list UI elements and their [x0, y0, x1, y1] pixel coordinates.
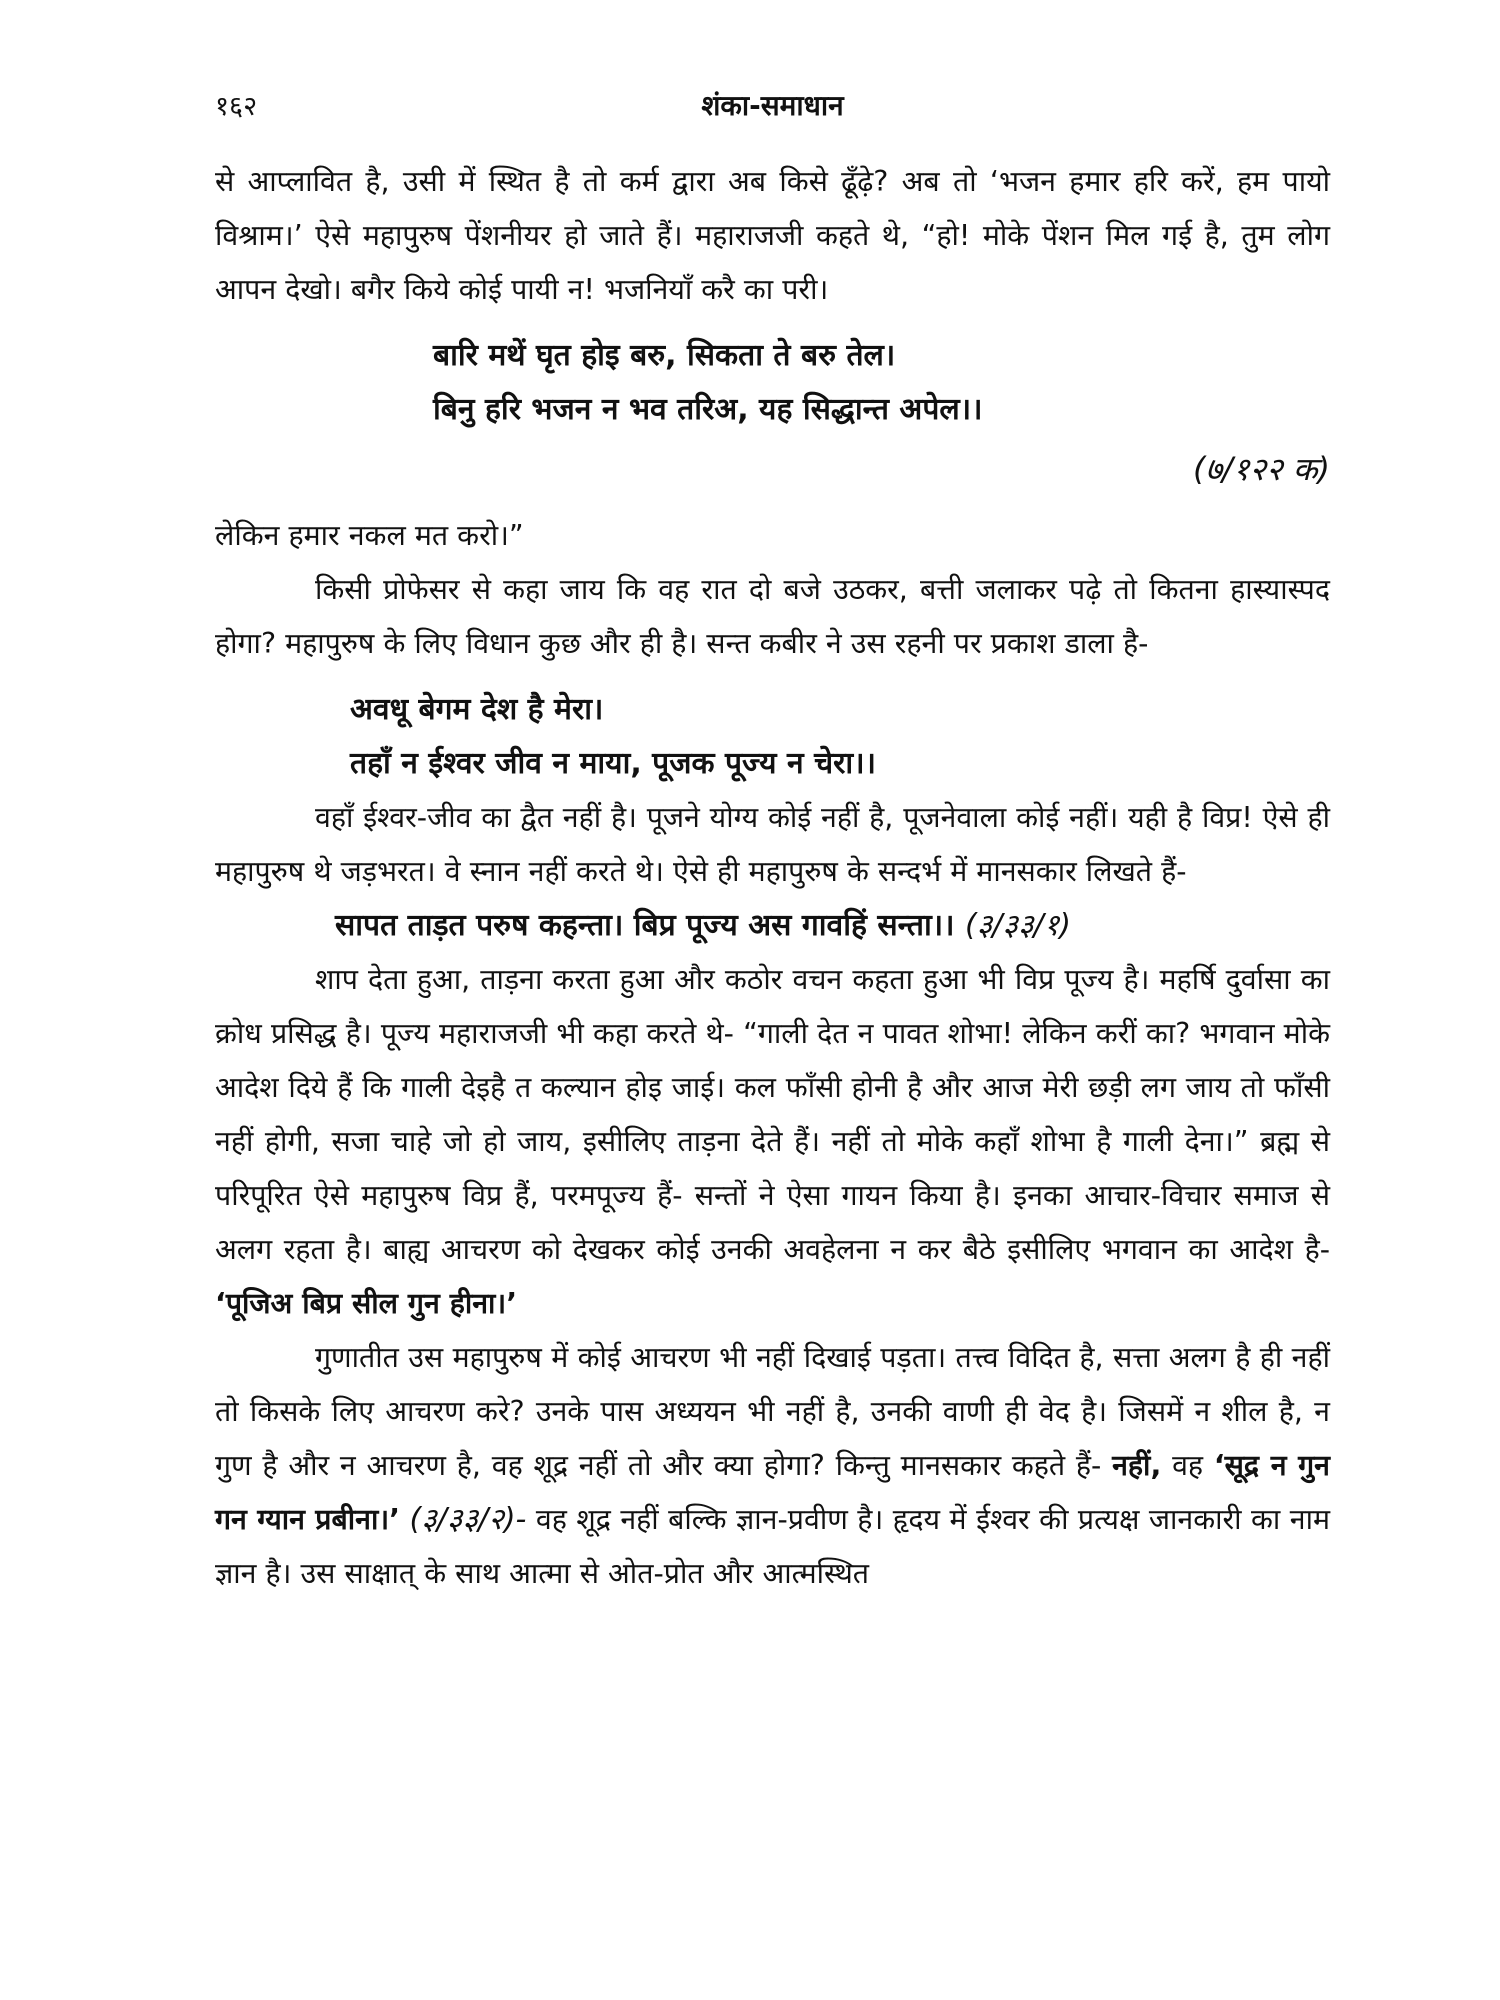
- paragraph-1: से आप्लावित है, उसी में स्थित है तो कर्म द्वारा अब किसे ढूँढ़े? अब तो ‘भजन हमार हरि करें, हम पायो विश्राम।’ ऐसे महापुरुष पेंशनीयर हो जाते हैं। महाराजजी कहते थे, “हो! मोके पेंशन मिल गई है, तुम लोग आपन देखो। बगैर किये कोई पायी न! भजनियाँ करै का परी।: [215, 165, 1330, 306]
- paragraph-6: [215, 1331, 1330, 1601]
- paragraph-5-text: शाप देता हुआ, ताड़ना करता हुआ और कठोर वचन कहता हुआ भी विप्र पूज्य है। महर्षि दुर्वासा का क्रोध प्रसिद्ध है। पूज्य महाराजजी भी कहा करते थे- “गाली देत न पावत शोभा! लेकिन करीं का? भगवान मोके आदेश दिये हैं कि गाली देइहै त कल्यान होइ जाई। कल फाँसी होनी है और आज मेरी छड़ी लग जाय तो फाँसी नहीं होगी, सजा चाहे जो हो जाय, इसीलिए ताड़ना देते हैं। नहीं तो मोके कहाँ शोभा है गाली देना।” ब्रह्म से परिपूरित ऐसे महापुरुष विप्र हैं, परमपूज्य हैं- सन्तों ने ऐसा गायन किया है। इनका आचार-विचार समाज से अलग रहता है। बाह्य आचरण को देखकर कोई उनकी अवहेलना न कर बैठे इसीलिए भगवान का आदेश है-: [215, 963, 1330, 1266]
- spacer: [215, 317, 1330, 329]
- spacer: [215, 671, 1330, 683]
- chaupai-reference: (३/३३/१): [964, 908, 1071, 943]
- doha-reference: (७/१२२ क): [1192, 450, 1330, 488]
- chaupai-text: सापत ताड़त परुष कहन्ता। बिप्र पूज्य अस गावहिं सन्ता।।: [335, 908, 955, 943]
- paragraph-4: वहाँ ईश्वर-जीव का द्वैत नहीं है। पूजने योग्य कोई नहीं है, पूजनेवाला कोई नहीं। यही है विप्र! ऐसे ही महापुरुष थे जड़भरत। वे स्नान नहीं करते थे। ऐसे ही महापुरुष के सन्दर्भ में मानसकार लिखते हैं-: [215, 801, 1330, 888]
- page-header: [215, 86, 1330, 136]
- paragraph-6-quote: ‘सूद्र न गुन गन ग्यान प्रबीना।’: [215, 1449, 1331, 1536]
- paragraph-5: [215, 953, 1330, 1331]
- paragraph-6-reference: (३/३३/२)-: [409, 1502, 527, 1537]
- paragraph-6-text-c: वह शूद्र नहीं बल्कि ज्ञान-प्रवीण है। हृदय में ईश्वर की प्रत्यक्ष जानकारी का नाम ज्ञान है। उस साक्षात् के साथ आत्मा से ओत-प्रोत और आत्मस्थित: [215, 1503, 1331, 1590]
- paragraph-2: लेकिन हमार नकल मत करो।”: [215, 519, 524, 552]
- page-number: १६२: [215, 91, 258, 122]
- paragraph-3: किसी प्रोफेसर से कहा जाय कि वह रात दो बजे उठकर, बत्ती जलाकर पढ़े तो कितना हास्यास्पद होगा? महापुरुष के लिए विधान कुछ और ही है। सन्त कबीर ने उस रहनी पर प्रकाश डाला है-: [215, 573, 1330, 660]
- paragraph-6-text-a: गुणातीत उस महापुरुष में कोई आचरण भी नहीं दिखाई पड़ता। तत्त्व विदित है, सत्ता अलग है ही नहीं तो किसके लिए आचरण करे? उनके पास अध्ययन भी नहीं है, उनकी वाणी ही वेद है। जिसमें न शील है, न गुण है और न आचरण है, वह शूद्र नहीं तो और क्या होगा? किन्तु मानसकार कहते हैं-: [215, 1341, 1330, 1482]
- paragraph-6-text-b: वह: [1172, 1449, 1204, 1482]
- doha-line-1: बारि मथें घृत होइ बरु, सिकता ते बरु तेल।: [433, 338, 896, 373]
- kabir-verse-line-2: तहाँ न ईश्वर जीव न माया, पूजक पूज्य न चेरा।।: [350, 746, 876, 781]
- paragraph-5-quote: ‘पूजिअ बिप्र सील गुन हीना।’: [215, 1287, 518, 1320]
- doha-line-2: बिनु हरि भजन न भव तरिअ, यह सिद्धान्त अपेल।।: [433, 392, 983, 427]
- running-title: शंका-समाधान: [701, 89, 844, 122]
- kabir-verse-line-1: अवधू बेगम देश है मेरा।: [350, 692, 604, 727]
- paragraph-6-bold: नहीं,: [1112, 1449, 1162, 1482]
- page-body: [215, 155, 1330, 1601]
- chaupai-line: [215, 899, 1330, 953]
